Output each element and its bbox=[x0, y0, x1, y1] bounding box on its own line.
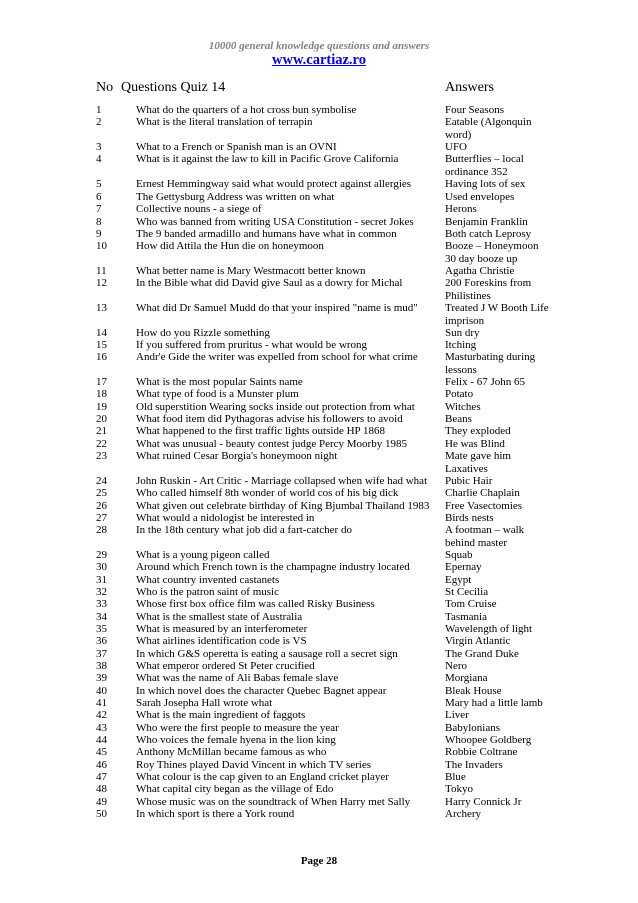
column-header-answers: Answers bbox=[445, 80, 494, 95]
question-text: Who was banned from writing USA Constitution - secret Jokes bbox=[136, 216, 414, 228]
question-number: 10 bbox=[96, 240, 107, 252]
question-text: Roy Thines played David Vincent in which TV series bbox=[136, 759, 371, 771]
question-number: 5 bbox=[96, 178, 102, 190]
question-number: 3 bbox=[96, 141, 102, 153]
answer-text: Tom Cruise bbox=[445, 598, 497, 610]
answer-text: A footman – walk behind master bbox=[445, 524, 525, 549]
question-number: 29 bbox=[96, 549, 107, 561]
answer-text: Mary had a little lamb bbox=[445, 697, 543, 709]
question-number: 16 bbox=[96, 351, 107, 363]
question-number: 15 bbox=[96, 339, 107, 351]
question-text: What was unusual - beauty contest judge Percy Moorby 1985 bbox=[136, 438, 407, 450]
website-link[interactable]: www.cartiaz.ro bbox=[272, 52, 366, 68]
question-number: 26 bbox=[96, 500, 107, 512]
question-number: 27 bbox=[96, 512, 107, 524]
answer-text: Having lots of sex bbox=[445, 178, 526, 190]
question-text: Whose first box office film was called Risky Business bbox=[136, 598, 375, 610]
question-number: 4 bbox=[96, 153, 102, 165]
question-text: What colour is the cap given to an England cricket player bbox=[136, 771, 389, 783]
question-text: What did Dr Samuel Mudd do that your inspired "name is mud" bbox=[136, 302, 418, 314]
question-number: 18 bbox=[96, 388, 107, 400]
question-number: 20 bbox=[96, 413, 107, 425]
question-text: Around which French town is the champagne industry located bbox=[136, 561, 410, 573]
answer-text: Free Vasectomies bbox=[445, 500, 523, 512]
question-number: 17 bbox=[96, 376, 107, 388]
question-text: Who is the patron saint of music bbox=[136, 586, 279, 598]
question-number: 46 bbox=[96, 759, 107, 771]
question-text: The 9 banded armadillo and humans have what in common bbox=[136, 228, 397, 240]
question-number: 28 bbox=[96, 524, 107, 536]
question-number: 7 bbox=[96, 203, 102, 215]
question-number: 8 bbox=[96, 216, 102, 228]
question-text: How did Attila the Hun die on honeymoon bbox=[136, 240, 324, 252]
question-text: In which novel does the character Quebec Bagnet appear bbox=[136, 685, 387, 697]
answer-text: Nero bbox=[445, 660, 467, 672]
question-number: 11 bbox=[96, 265, 107, 277]
question-number: 19 bbox=[96, 401, 107, 413]
answer-text: Booze – Honeymoon 30 day booze up bbox=[445, 240, 539, 265]
question-number: 2 bbox=[96, 116, 102, 128]
answer-text: Babylonians bbox=[445, 722, 500, 734]
answer-text: Potato bbox=[445, 388, 474, 400]
question-number: 24 bbox=[96, 475, 107, 487]
question-text: What food item did Pythagoras advise his followers to avoid bbox=[136, 413, 403, 425]
question-text: Collective nouns - a siege of bbox=[136, 203, 262, 215]
question-number: 42 bbox=[96, 709, 107, 721]
answer-text: Mate gave him Laxatives bbox=[445, 450, 511, 475]
question-text: Who voices the female hyena in the lion king bbox=[136, 734, 336, 746]
question-number: 38 bbox=[96, 660, 107, 672]
answer-text: Witches bbox=[445, 401, 481, 413]
answer-text: Whoopee Goldberg bbox=[445, 734, 532, 746]
answer-text: Butterflies – local ordinance 352 bbox=[445, 153, 524, 178]
question-text: What do the quarters of a hot cross bun symbolise bbox=[136, 104, 357, 116]
answer-text: Bleak House bbox=[445, 685, 502, 697]
question-number: 22 bbox=[96, 438, 107, 450]
answer-text: Robbie Coltrane bbox=[445, 746, 518, 758]
question-text: Andr'e Gide the writer was expelled from school for what crime bbox=[136, 351, 418, 363]
question-number: 44 bbox=[96, 734, 107, 746]
answer-text: Morgiana bbox=[445, 672, 488, 684]
question-number: 32 bbox=[96, 586, 107, 598]
question-number: 31 bbox=[96, 574, 107, 586]
question-text: What type of food is a Munster plum bbox=[136, 388, 299, 400]
answer-text: Beans bbox=[445, 413, 472, 425]
question-text: What would a nidologist be interested in bbox=[136, 512, 315, 524]
question-text: What is the most popular Saints name bbox=[136, 376, 303, 388]
answer-text: Four Seasons bbox=[445, 104, 504, 116]
answer-text: The Grand Duke bbox=[445, 648, 519, 660]
answer-text: Squab bbox=[445, 549, 473, 561]
question-number: 37 bbox=[96, 648, 107, 660]
question-text: What was the name of Ali Babas female slave bbox=[136, 672, 339, 684]
question-text: What ruined Cesar Borgia's honeymoon night bbox=[136, 450, 338, 462]
question-number: 21 bbox=[96, 425, 107, 437]
question-text: How do you Rizzle something bbox=[136, 327, 270, 339]
question-text: What given out celebrate birthday of King Bjumbal Thailand 1983 bbox=[136, 500, 430, 512]
answer-text: Harry Connick Jr bbox=[445, 796, 522, 808]
answer-text: Epernay bbox=[445, 561, 482, 573]
answer-text: Eatable (Algonquin word) bbox=[445, 116, 532, 141]
question-text: What is the literal translation of terrapin bbox=[136, 116, 313, 128]
question-number: 12 bbox=[96, 277, 107, 289]
question-number: 25 bbox=[96, 487, 107, 499]
answer-text: St Cecilia bbox=[445, 586, 489, 598]
answer-text: Virgin Atlantic bbox=[445, 635, 511, 647]
question-text: What to a French or Spanish man is an OVNI bbox=[136, 141, 337, 153]
question-number: 48 bbox=[96, 783, 107, 795]
question-text: What country invented castanets bbox=[136, 574, 280, 586]
question-text: What is measured by an interferometer bbox=[136, 623, 308, 635]
question-number: 14 bbox=[96, 327, 107, 339]
question-number: 36 bbox=[96, 635, 107, 647]
question-text: In which sport is there a York round bbox=[136, 808, 295, 820]
column-header-no: No bbox=[96, 80, 114, 95]
question-number: 45 bbox=[96, 746, 107, 758]
answer-text: Agatha Christie bbox=[445, 265, 515, 277]
question-number: 6 bbox=[96, 191, 102, 203]
question-number: 34 bbox=[96, 611, 107, 623]
answer-text: Sun dry bbox=[445, 327, 480, 339]
question-number: 9 bbox=[96, 228, 102, 240]
answer-text: Birds nests bbox=[445, 512, 494, 524]
question-text: What is the smallest state of Australia bbox=[136, 611, 303, 623]
question-text: What is the main ingredient of faggots bbox=[136, 709, 306, 721]
question-text: What is it against the law to kill in Pacific Grove California bbox=[136, 153, 399, 165]
question-text: Who were the first people to measure the year bbox=[136, 722, 339, 734]
answer-text: Liver bbox=[445, 709, 469, 721]
answer-text: Wavelength of light bbox=[445, 623, 533, 635]
question-text: What is a young pigeon called bbox=[136, 549, 270, 561]
question-number: 41 bbox=[96, 697, 107, 709]
page-number: Page 28 bbox=[300, 855, 338, 867]
question-text: What airlines identification code is VS bbox=[136, 635, 307, 647]
question-number: 47 bbox=[96, 771, 107, 783]
answer-text: Egypt bbox=[445, 574, 472, 586]
answer-text: Treated J W Booth Life imprison bbox=[445, 302, 549, 327]
question-text: What capital city began as the village of Edo bbox=[136, 783, 334, 795]
answer-text: They exploded bbox=[445, 425, 511, 437]
question-text: What better name is Mary Westmacott better known bbox=[136, 265, 366, 277]
answer-text: The Invaders bbox=[445, 759, 503, 771]
question-text: Anthony McMillan became famous as who bbox=[136, 746, 327, 758]
answer-text: Archery bbox=[445, 808, 482, 820]
question-text: Old superstition Wearing socks inside out protection from what bbox=[136, 401, 415, 413]
answer-text: Blue bbox=[445, 771, 466, 783]
answer-text: Benjamin Franklin bbox=[445, 216, 528, 228]
question-number: 1 bbox=[96, 104, 102, 116]
question-text: Who called himself 8th wonder of world cos of his big dick bbox=[136, 487, 399, 499]
answer-text: UFO bbox=[445, 141, 468, 153]
answer-text: 200 Foreskins from Philistines bbox=[445, 277, 532, 302]
answer-text: Tokyo bbox=[445, 783, 473, 795]
column-header-questions: Questions Quiz 14 bbox=[121, 80, 226, 95]
question-number: 23 bbox=[96, 450, 107, 462]
question-number: 43 bbox=[96, 722, 107, 734]
answer-text: Pubic Hair bbox=[445, 475, 493, 487]
answer-text: Felix - 67 John 65 bbox=[445, 376, 526, 388]
question-text: Ernest Hemmingway said what would protect against allergies bbox=[136, 178, 412, 190]
question-text: Whose music was on the soundtrack of When Harry met Sally bbox=[136, 796, 411, 808]
answer-text: Used envelopes bbox=[445, 191, 515, 203]
question-number: 35 bbox=[96, 623, 107, 635]
answer-text: Herons bbox=[445, 203, 477, 215]
answer-text: Tasmania bbox=[445, 611, 487, 623]
question-number: 49 bbox=[96, 796, 107, 808]
question-number: 50 bbox=[96, 808, 107, 820]
question-text: What happened to the first traffic lights outside HP 1868 bbox=[136, 425, 385, 437]
answer-text: He was Blind bbox=[445, 438, 505, 450]
answer-text: Both catch Leprosy bbox=[445, 228, 532, 240]
question-text: If you suffered from pruritus - what would be wrong bbox=[136, 339, 368, 351]
question-text: John Ruskin - Art Critic - Marriage collapsed when wife had what bbox=[136, 475, 428, 487]
question-number: 40 bbox=[96, 685, 107, 697]
question-number: 13 bbox=[96, 302, 107, 314]
question-text: The Gettysburg Address was written on what bbox=[136, 191, 335, 203]
question-number: 30 bbox=[96, 561, 107, 573]
question-text: What emperor ordered St Peter crucified bbox=[136, 660, 315, 672]
question-number: 39 bbox=[96, 672, 107, 684]
answer-text: Itching bbox=[445, 339, 477, 351]
question-text: In the Bible what did David give Saul as a dowry for Michal bbox=[136, 277, 403, 289]
answer-text: Charlie Chaplain bbox=[445, 487, 520, 499]
document-subtitle: 10000 general knowledge questions and answers bbox=[208, 40, 430, 52]
question-text: In the 18th century what job did a fart-catcher do bbox=[136, 524, 352, 536]
question-text: Sarah Josepha Hall wrote what bbox=[136, 697, 273, 709]
answer-text: Masturbating during lessons bbox=[445, 351, 536, 376]
question-number: 33 bbox=[96, 598, 107, 610]
question-text: In which G&S operetta is eating a sausage roll a secret sign bbox=[136, 648, 398, 660]
